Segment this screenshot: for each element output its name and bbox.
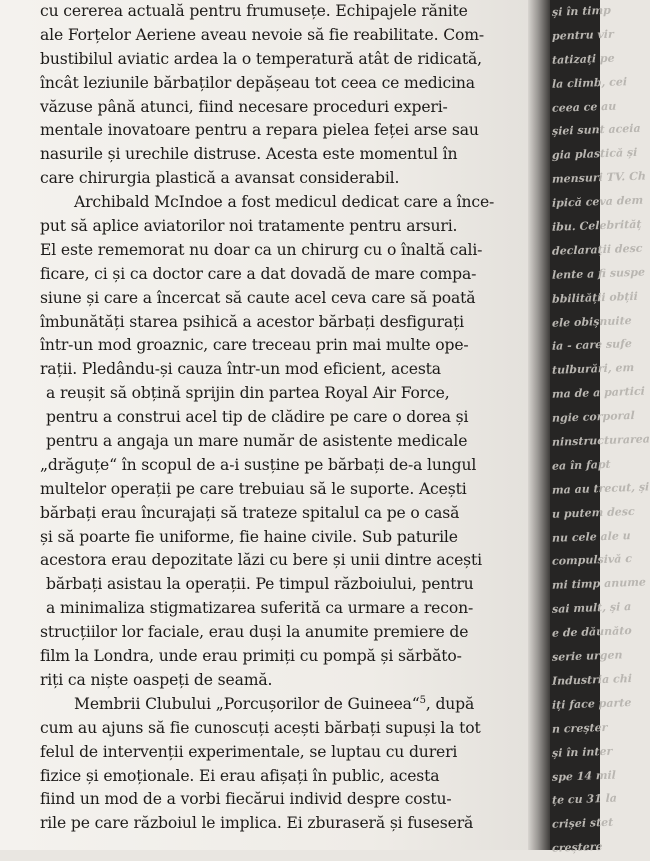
text-line [40, 597, 516, 621]
text-line [40, 0, 516, 24]
line-text: bărbați erau încurajați să trateze spitalul ca pe o casă [40, 503, 460, 522]
text-line [40, 96, 516, 120]
text-line [40, 645, 516, 669]
line-text: rații. Pledându-și cauza într-un mod eficient, acesta [40, 360, 441, 379]
line-text: fiind un mod de a vorbi fiecărui individ despre costu- [40, 790, 452, 809]
line-text: Archibald McIndoe a fost medicul dedicat care a înce- [74, 193, 495, 212]
facing-page-fragment: mi timp anume [552, 575, 646, 593]
line-text: put să aplice aviatorilor noi tratamente pentru arsuri. [40, 217, 458, 236]
line-text: nasurile și urechile distruse. Acesta este momentul în [40, 145, 458, 164]
line-text: a minimaliza stigmatizarea suferită ca urmare a recon- [46, 599, 474, 618]
line-text: bărbați asistau la operații. Pe timpul războiului, pentru [46, 575, 474, 594]
text-line [40, 406, 516, 430]
facing-page-fragment: ma de a partici [552, 384, 645, 402]
text-line [40, 48, 516, 72]
facing-page-fragment: nu cele ale u [552, 528, 631, 545]
facing-page-fragment: crișei stet [552, 815, 614, 832]
text-line [40, 143, 516, 167]
facing-page-fragment: țe cu 31 la [552, 791, 617, 808]
facing-page-fragment: declarații desc [552, 241, 643, 258]
facing-page-fragment: e de dăunăto [552, 624, 632, 640]
facing-page-fragment: ibu. Celebrităț [552, 217, 642, 234]
text-line [40, 621, 516, 645]
line-text: încât leziunile bărbaților depășeau tot ceea ce medicina [40, 73, 475, 92]
line-text: rile pe care războiul le implica. Ei zburaseră și fuseseră [40, 814, 474, 833]
text-line [40, 788, 516, 812]
facing-page-edge [550, 0, 650, 855]
text-line [40, 239, 516, 263]
facing-page-fragment: ea în fapt [552, 457, 611, 473]
text-line [40, 454, 516, 478]
facing-page-fragment: ipică ceva dem [552, 193, 644, 210]
footnote-reference[interactable]: 5 [419, 694, 426, 706]
text-line [40, 693, 516, 717]
facing-page-fragment: tulburări, em [552, 361, 635, 378]
facing-page-fragment: la climb, cei [552, 74, 628, 91]
facing-page-fragment: și în inter [552, 744, 613, 760]
text-line [40, 502, 516, 526]
line-text: „drăguțe“ în scopul de a-i susține pe bărbați de-a lungul [40, 455, 477, 474]
book-gutter [528, 0, 550, 850]
text-line [40, 334, 516, 358]
text-line [40, 669, 516, 693]
text-line [40, 573, 516, 597]
line-text: felul de intervenții experimentale, se luptau cu dureri [40, 742, 458, 761]
line-text: El este rememorat nu doar ca un chirurg cu o înaltă cali- [40, 240, 483, 259]
facing-page-fragment: spe 14 mil [552, 768, 616, 784]
facing-page-fragment: ceea ce au [552, 99, 617, 115]
facing-page-fragment: Industria chi [552, 671, 632, 688]
line-text: mentale inovatoare pentru a repara pielea feței arse sau [40, 121, 479, 140]
line-text: a reușit să obțină sprijin din partea Royal Air Force, [46, 384, 450, 403]
facing-page-fragment: și în timp [552, 3, 611, 19]
text-line [40, 311, 516, 335]
text-line [40, 478, 516, 502]
text-line [40, 812, 516, 836]
facing-page-fragment: bbilității obții [552, 289, 638, 306]
line-text: care chirurgia plastică a avansat considerabil. [40, 169, 400, 188]
text-line [40, 526, 516, 550]
line-text: pentru a angaja un mare număr de asistente medicale [46, 432, 468, 451]
text-line [40, 167, 516, 191]
facing-page-fragment: n creșter [552, 720, 608, 736]
facing-page-fragment: lente a fi suspe [552, 265, 645, 282]
line-text: îmbunătăți starea psihică a acestor bărbați desfigurați [40, 312, 464, 331]
line-text: ale Forțelor Aeriene aveau nevoie să fie reabilitate. Com- [40, 25, 484, 44]
paragraph-2 [40, 191, 516, 693]
line-text: pentru a construi acel tip de clădire pe care o dorea și [46, 408, 469, 427]
line-text: bustibilul aviatic ardea la o temperatură atât de ridicată, [40, 49, 482, 68]
line-text: și să poarte fie uniforme, fie haine civile. Sub paturile [40, 527, 458, 546]
line-text: film la Londra, unde erau primiți cu pompă și sărbăto- [40, 647, 462, 666]
facing-page-fragment: ele obișnuite [552, 313, 632, 330]
facing-page-fragment: șiei sunt aceia [552, 122, 641, 139]
text-line [40, 72, 516, 96]
line-text: siune și care a încercat să caute acel ceva care să poată [40, 288, 476, 307]
facing-page-fragment: iți face parte [552, 695, 632, 712]
line-text: ficare, ci și ca doctor care a dat dovadă de mare compa- [40, 264, 477, 283]
line-text: cum au ajuns să fie cunoscuți acești bărbați supuși la tot [40, 718, 481, 737]
page-text [40, 0, 516, 836]
line-text: văzuse până atunci, fiind necesare proceduri experi- [40, 97, 448, 116]
facing-page-fragment: ngie corporal [552, 409, 635, 425]
text-line [40, 382, 516, 406]
facing-page-fragment: sai mult, și a [552, 600, 632, 617]
text-line [40, 119, 516, 143]
text-line [40, 430, 516, 454]
text-line [40, 287, 516, 311]
paragraph-1 [40, 0, 516, 191]
line-text: multelor operații pe care trebuiau să le suporte. Acești [40, 479, 467, 498]
facing-page-fragment: mensuri TV. Ch [552, 169, 646, 187]
line-text: într-un mod groaznic, care treceau prin mai multe ope- [40, 336, 469, 355]
line-text: fizice și emoționale. Ei erau afișați în public, acesta [40, 766, 440, 785]
facing-page-fragment: creștere [552, 840, 603, 855]
facing-page-fragment: tatizați pe [552, 51, 615, 67]
facing-page-fragment: gia plastică și [552, 146, 638, 163]
facing-page-fragment: ma au trecut, și [552, 480, 650, 497]
line-text: acestora erau depozitate lăzi cu bere și unii dintre acești [40, 551, 482, 570]
text-line [40, 741, 516, 765]
facing-page-fragment: ia - care sufe [552, 337, 632, 354]
text-line [40, 24, 516, 48]
facing-page-fragment: u putem desc [552, 504, 635, 521]
facing-page-fragment: serie urgen [552, 648, 623, 664]
text-line [40, 263, 516, 287]
text-line [40, 191, 516, 215]
text-line [40, 215, 516, 239]
text-line [40, 717, 516, 741]
line-text: strucțiilor lor faciale, erau duși la anumite premiere de [40, 623, 469, 642]
line-text: riți ca niște oaspeți de seamă. [40, 670, 273, 689]
facing-page-fragment: pentru vir [552, 27, 614, 43]
text-line [40, 765, 516, 789]
line-tail: , după [425, 694, 475, 713]
facing-page-fragment: ninstructurarea [552, 432, 650, 449]
text-line [40, 549, 516, 573]
text-line [40, 358, 516, 382]
facing-page-fragment: compulsivă c [552, 552, 632, 569]
paragraph-3 [40, 693, 516, 836]
line-text: Membrii Clubului „Porcușorilor de Guineea“ [74, 694, 420, 713]
line-text: cu cererea actuală pentru frumusețe. Echipajele rănite [40, 2, 468, 20]
